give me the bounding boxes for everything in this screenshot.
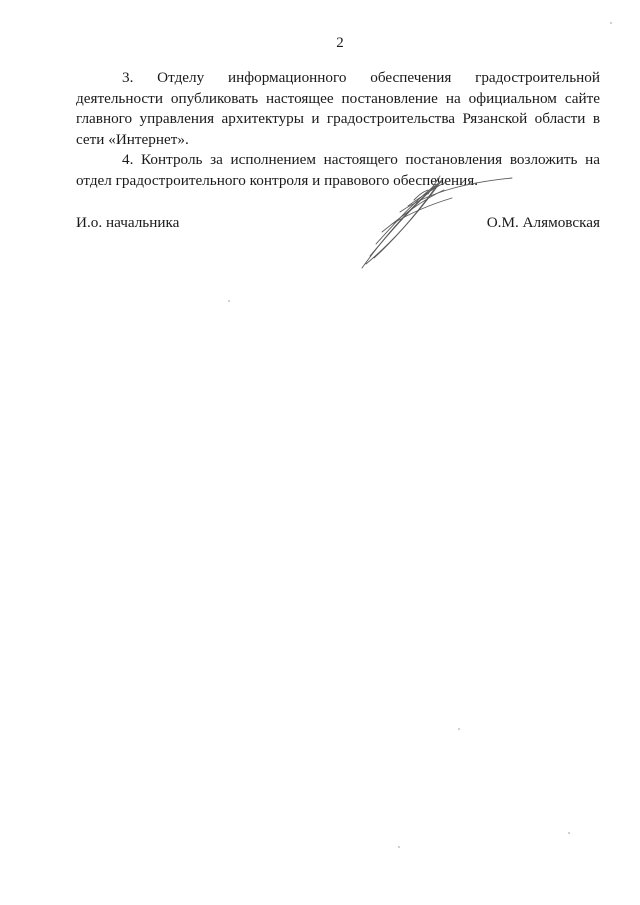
handwritten-signature [352, 160, 517, 275]
scan-speck [568, 832, 570, 834]
signature-stroke [370, 184, 438, 258]
signature-stroke [382, 190, 444, 232]
scan-speck [458, 728, 460, 730]
paragraph-publication: 3. Отделу информационного обеспечения градостроительной деятельности опубликовать настоящее постановление на официальном сайте главного управления архитектуры и градостроительства Рязанской области в сети «Интернет». [76, 69, 600, 148]
signer-name: О.М. Алямовская [486, 214, 600, 231]
document-body [76, 68, 600, 191]
signature-stroke [400, 178, 512, 212]
signature-stroke [362, 180, 442, 268]
scan-speck [228, 300, 230, 302]
page-number: 2 [336, 35, 344, 51]
signature-block [76, 213, 600, 235]
paragraph-control: 4. Контроль за исполнением настоящего постановления возложить на отдел градостроительного контроля и правового обеспечения. [76, 151, 600, 189]
scan-speck [610, 22, 612, 24]
scan-speck [398, 846, 400, 848]
signer-title: И.о. начальника [76, 214, 180, 231]
